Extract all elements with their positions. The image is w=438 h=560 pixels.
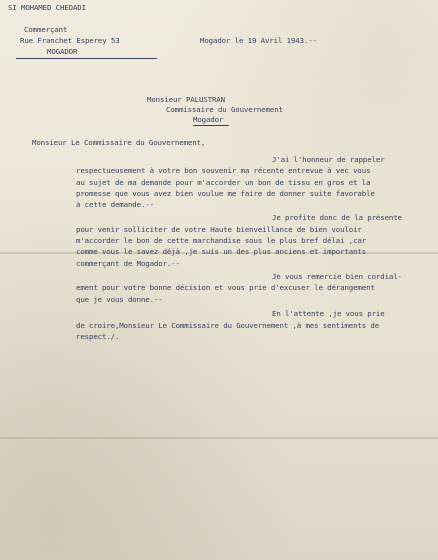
recipient-city: Mogador bbox=[193, 115, 224, 124]
paragraph-line: de croire,Monsieur Le Commissaire du Gouvernement ,à mes sentiments de bbox=[76, 321, 380, 330]
paragraph-line: pour venir solliciter de votre Haute bienveillance de bien vouloir bbox=[76, 225, 362, 234]
date-line: Mogador le 19 Avril 1943.-- bbox=[200, 36, 317, 45]
paragraph-line: promesse que vous avez bien voulue me faire de donner suite favorable bbox=[76, 189, 375, 198]
paragraph-line: J'ai l'honneur de rappeler bbox=[272, 155, 385, 164]
sender-name: SI MOHAMED CHEDADI bbox=[8, 3, 86, 12]
paragraph-line: à cette demande.-- bbox=[76, 200, 154, 209]
sender-street: Rue Franchet Esperey 53 bbox=[20, 36, 120, 45]
sender-underline bbox=[16, 58, 157, 59]
paragraph-line: Je vous remercie bien cordial- bbox=[272, 272, 402, 281]
paragraph-line: commerçant de Mogador.-- bbox=[76, 259, 180, 268]
paragraph-line: que je vous donne.-- bbox=[76, 295, 163, 304]
paragraph-line: au sujet de ma demande pour m'accorder un bon de tissu en gros et la bbox=[76, 178, 371, 187]
salutation: Monsieur Le Commissaire du Gouvernement, bbox=[32, 138, 206, 147]
recipient-name: Monsieur PALUSTRAN bbox=[147, 95, 225, 104]
paragraph-line: m'accorder le bon de cette marchandise sous le plus bref délai ,car bbox=[76, 236, 367, 245]
paragraph-line: comme vous le savez déjà ,je suis un des plus anciens et importants bbox=[76, 247, 367, 256]
paragraph-line: respect./. bbox=[76, 332, 120, 341]
paragraph-line: ement pour votre bonne décision et vous prie d'excuser le dérangement bbox=[76, 283, 375, 292]
sender-city: MOGADOR bbox=[47, 47, 78, 56]
recipient-title: Commissaire du Gouvernement bbox=[166, 105, 283, 114]
sender-profession: Commerçant bbox=[24, 25, 68, 34]
paragraph-line: En l'attente ,je vous prie bbox=[272, 309, 385, 318]
paragraph-line: respectueusement à votre bon souvenir ma récente entrevue à vec vous bbox=[76, 166, 371, 175]
recipient-underline bbox=[193, 125, 229, 126]
paper-fold-line bbox=[0, 437, 438, 439]
paragraph-line: Je profite donc de la présente bbox=[272, 213, 402, 222]
